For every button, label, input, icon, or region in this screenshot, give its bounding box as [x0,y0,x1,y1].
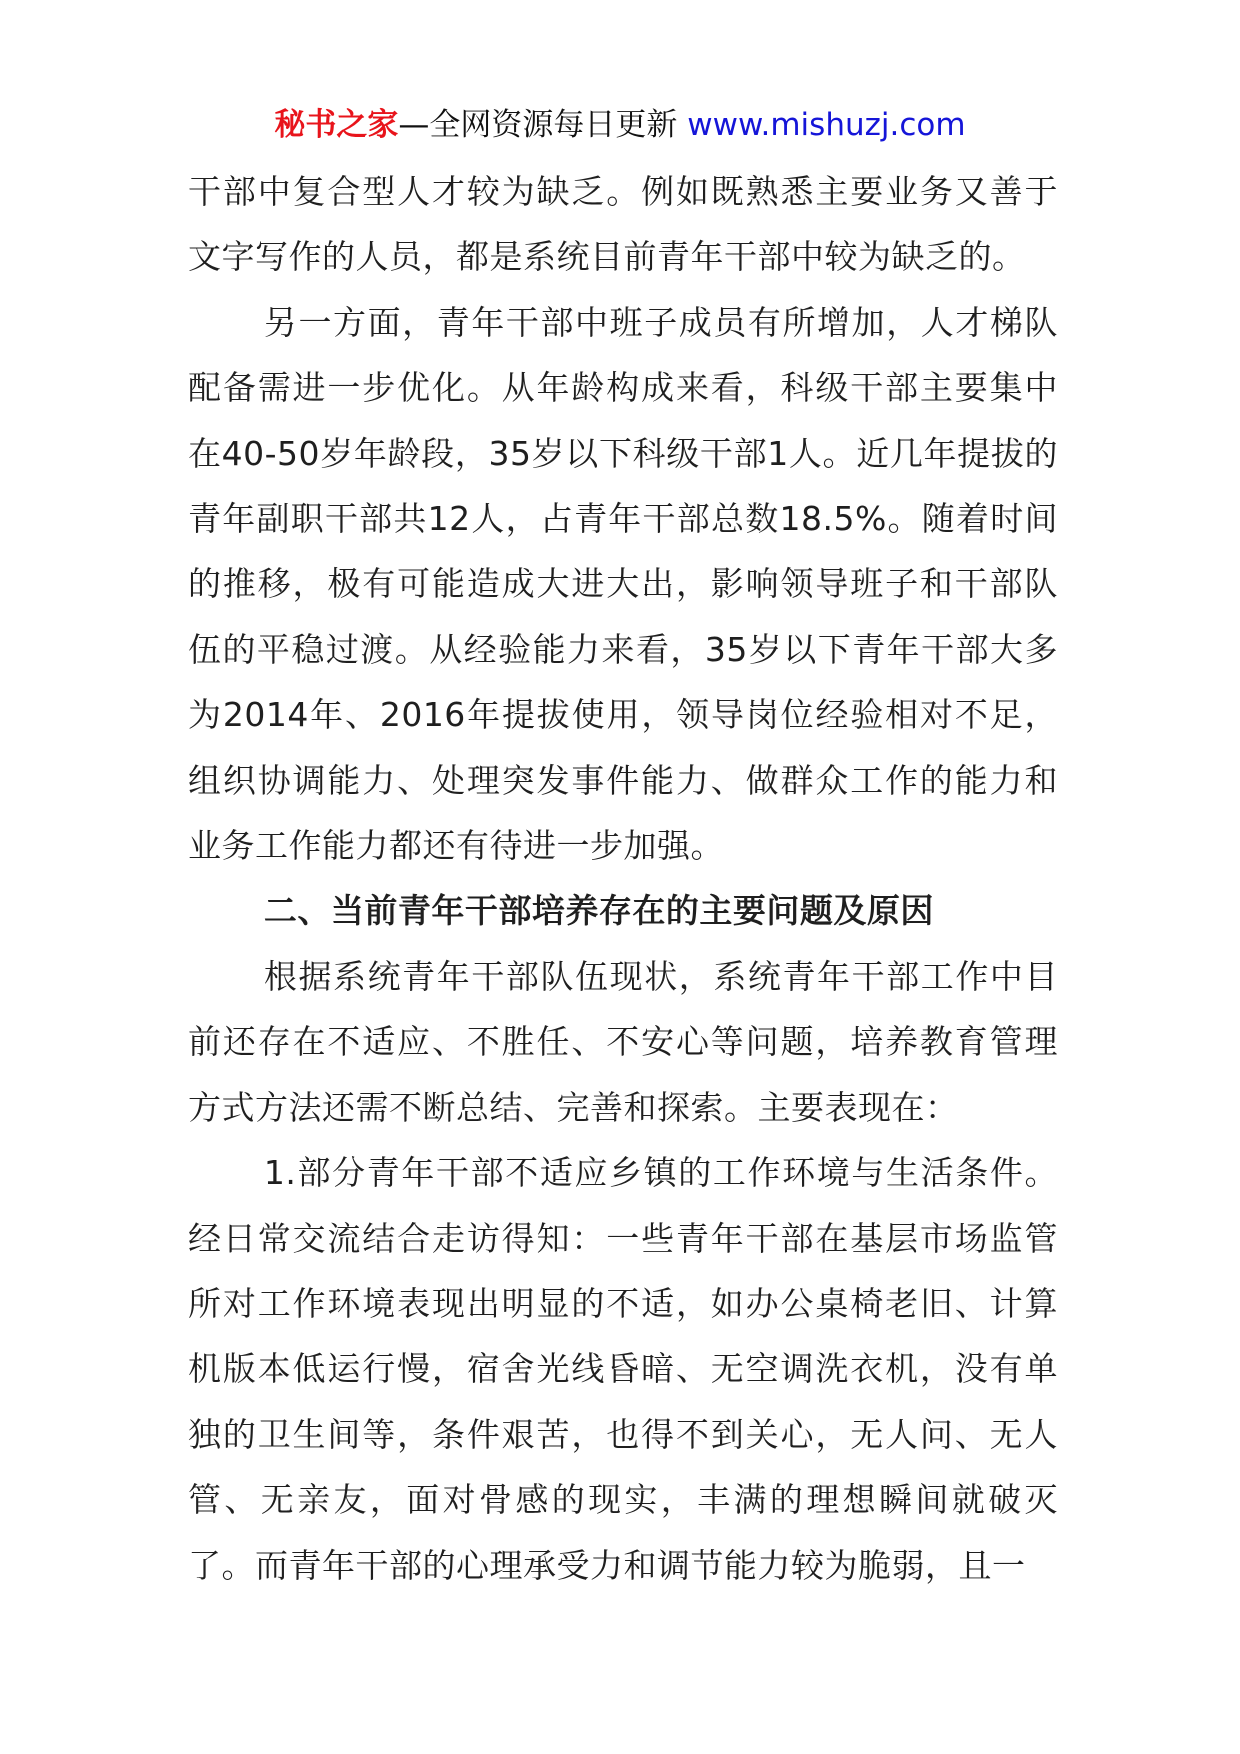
paragraph: 另一方面，青年干部中班子成员有所增加，人才梯队配备需进一步优化。从年龄构成来看，科级干部主要集中在40-50岁年龄段，35岁以下科级干部1人。近几年提拔的青年副职干部共12人，占青年干部总数18.5%。随着时间的推移，极有可能造成大进大出，影响领导班子和干部队伍的平稳过渡。从经验能力来看，35岁以下青年干部大多为2014年、2016年提拔使用，领导岗位经验相对不足，组织协调能力、处理突发事件能力、做群众工作的能力和业务工作能力都还有待进一步加强。 [188,302,1058,866]
header-tagline: —全网资源每日更新 [398,107,688,143]
section-heading: 二、当前青年干部培养存在的主要问题及原因 [263,891,934,931]
paragraph: 根据系统青年干部队伍现状，系统青年干部工作中目前还存在不适应、不胜任、不安心等问题，培养教育管理方式方法还需不断总结、完善和探索。主要表现在： [188,956,1058,1127]
page-header [0,102,1240,148]
paragraph: 1.部分青年干部不适应乡镇的工作环境与生活条件。经日常交流结合走访得知：一些青年干部在基层市场监管所对工作环境表现出明显的不适，如办公桌椅老旧、计算机版本低运行慢，宿舍光线昏暗、无空调洗衣机，没有单独的卫生间等，条件艰苦，也得不到关心，无人问、无人管、无亲友，面对骨感的现实，丰满的理想瞬间就破灭了。而青年干部的心理承受力和调节能力较为脆弱，且一 [188,1153,1058,1585]
document-body [188,159,1058,1598]
website-link[interactable]: www.mishuzj.com [687,107,966,143]
paragraph-continuation: 干部中复合型人才较为缺乏。例如既熟悉主要业务又善于文字写作的人员，都是系统目前青年干部中较为缺乏的。 [188,172,1058,277]
brand-name: 秘书之家 [274,107,399,143]
